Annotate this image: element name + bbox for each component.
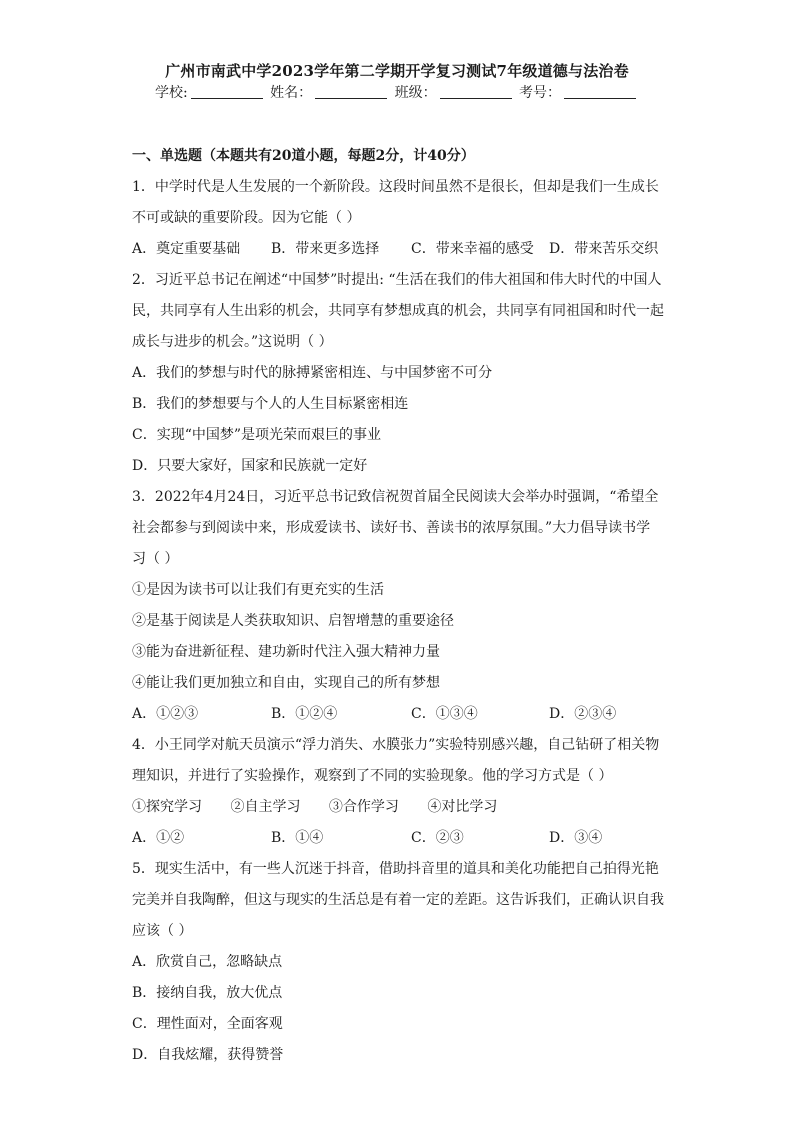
option-row (132, 823, 672, 854)
question-stem-line: 不可或缺的重要阶段。因为它能（ ） (132, 210, 361, 226)
option-b[interactable]: B．①②④ (271, 706, 338, 722)
class-blank[interactable] (440, 84, 512, 99)
option-b[interactable]: B．接纳自我，放大优点 (132, 985, 283, 1001)
question-stem-line: 2．习近平总书记在阐述“中国梦”时提出: “生活在我们的伟大祖国和伟大时代的中国人 (132, 272, 662, 288)
option-d[interactable]: D．带来苦乐交织 (549, 241, 659, 257)
option-b[interactable]: B．①④ (271, 830, 324, 846)
option-c[interactable]: C．实现“中国梦”是项光荣而艰巨的事业 (132, 427, 382, 443)
exam-title: 广州市南武中学2023学年第二学期开学复习测试7年级道德与法治卷 (165, 62, 629, 80)
school-blank[interactable] (191, 84, 263, 99)
option-b[interactable]: B．带来更多选择 (271, 241, 380, 257)
question-5 (132, 854, 672, 1071)
statement-4: ④对比学习 (427, 799, 498, 815)
option-row (132, 234, 672, 265)
question-stem-line: 完美并自我陶醉，但这与现实的生活总是有着一定的差距。这告诉我们，正确认识自我 (132, 892, 664, 908)
option-a[interactable]: A．①② (132, 830, 185, 846)
class-label: 班级： (394, 85, 437, 101)
option-row (132, 699, 672, 730)
option-d[interactable]: D．③④ (549, 830, 603, 846)
question-3 (132, 482, 672, 730)
question-stem-line: 3．2022年4月24日，习近平总书记致信祝贺首届全民阅读大会举办时强调，“希望全 (132, 489, 659, 505)
statement-row (132, 792, 672, 823)
option-a[interactable]: A．奠定重要基础 (132, 241, 241, 257)
question-stem-line: 5．现实生活中，有一些人沉迷于抖音，借助抖音里的道具和美化功能把自己拍得光艳 (132, 861, 659, 877)
name-blank[interactable] (315, 84, 387, 99)
question-stem-line: 理知识，并进行了实验操作，观察到了不同的实验现象。他的学习方式是（ ） (132, 768, 613, 784)
exam-number-label: 考号： (519, 85, 562, 101)
statement-1: ①探究学习 (132, 799, 202, 815)
question-stem-line: 民，共同享有人生出彩的机会，共同享有梦想成真的机会，共同享有同祖国和时代一起 (132, 303, 664, 319)
option-d[interactable]: D．②③④ (549, 706, 617, 722)
statement-3: ③合作学习 (328, 799, 399, 815)
student-info-line (0, 82, 794, 102)
school-label: 学校: (154, 85, 188, 101)
option-a[interactable]: A．①②③ (132, 706, 199, 722)
question-stem-line: 社会都参与到阅读中来，形成爱读书、读好书、善读书的浓厚氛围。”大力倡导读书学 (132, 520, 651, 536)
option-a[interactable]: A．欣赏自己，忽略缺点 (132, 954, 283, 970)
question-stem-line: 4．小王同学对航天员演示“浮力消失、水膜张力”实验特别感兴趣，自己钻研了相关物 (132, 737, 660, 753)
name-label: 姓名： (270, 85, 313, 101)
exam-number-blank[interactable] (564, 84, 636, 99)
question-content (132, 143, 672, 1071)
question-stem-line: 应该（ ） (132, 923, 193, 939)
statement-3: ③能为奋进新征程、建功新时代注入强大精神力量 (132, 644, 440, 660)
statement-4: ④能让我们更加独立和自由，实现自己的所有梦想 (132, 675, 440, 691)
option-c[interactable]: C．②③ (411, 830, 464, 846)
question-1 (132, 172, 672, 265)
statement-1: ①是因为读书可以让我们有更充实的生活 (132, 582, 384, 598)
option-d[interactable]: D．自我炫耀，获得赞誉 (132, 1047, 284, 1063)
option-c[interactable]: C．带来幸福的感受 (411, 241, 534, 257)
section-title: 一、单选题（本题共有20道小题，每题2分，计40分） (132, 148, 475, 164)
option-b[interactable]: B．我们的梦想要与个人的人生目标紧密相连 (132, 396, 409, 412)
question-stem-line: 成长与进步的机会。”这说明（ ） (132, 334, 333, 350)
option-d[interactable]: D．只要大家好，国家和民族就一定好 (132, 458, 368, 474)
question-2 (132, 265, 672, 482)
statement-2: ②是基于阅读是人类获取知识、启智增慧的重要途径 (132, 613, 454, 629)
question-stem-line: 1．中学时代是人生发展的一个新阶段。这段时间虽然不是很长，但却是我们一生成长 (132, 179, 659, 195)
option-c[interactable]: C．理性面对，全面客观 (132, 1016, 283, 1032)
option-a[interactable]: A．我们的梦想与时代的脉搏紧密相连、与中国梦密不可分 (132, 365, 493, 381)
question-stem-line: 习（ ） (132, 551, 179, 567)
question-4 (132, 730, 672, 854)
option-c[interactable]: C．①③④ (411, 706, 478, 722)
statement-2: ②自主学习 (230, 799, 301, 815)
